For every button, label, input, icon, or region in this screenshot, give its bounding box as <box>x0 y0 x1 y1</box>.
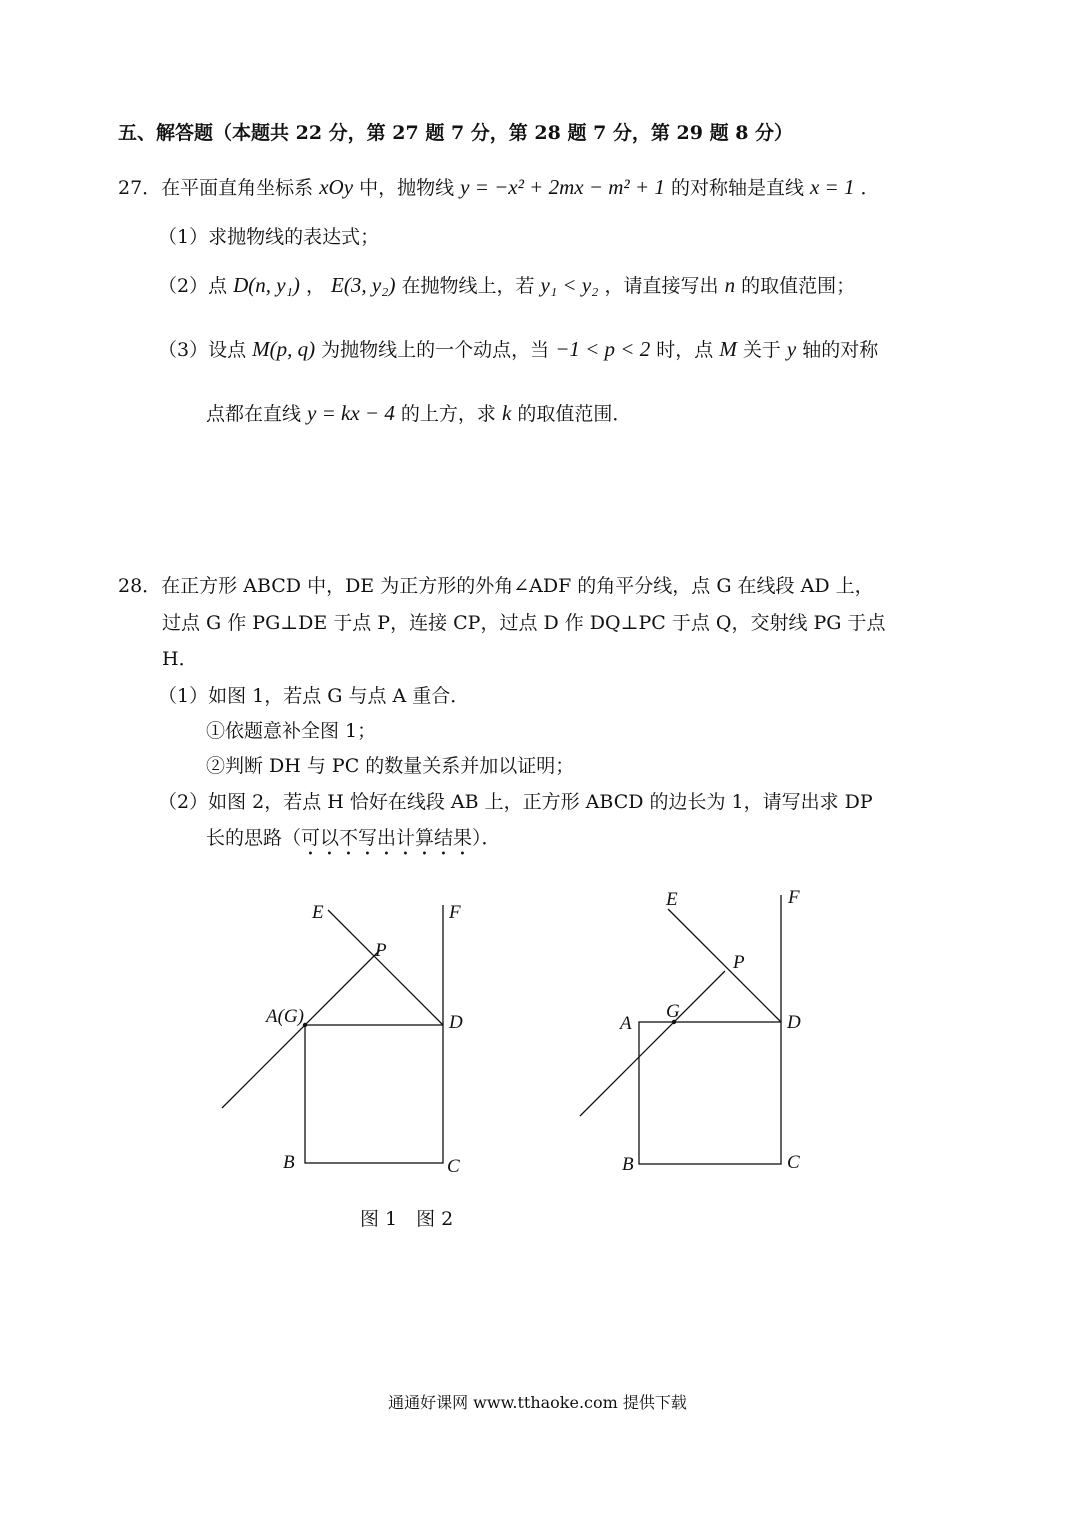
fig2-label-e: E <box>666 889 678 910</box>
q27-stem <box>118 174 880 201</box>
fig1-label-b: B <box>283 1152 295 1173</box>
q27-axis-equation: x = 1 <box>809 175 855 199</box>
fig1-label-c: C <box>447 1156 460 1177</box>
q28-part2-line2-b: ）． <box>472 827 501 849</box>
fig2-label-d: D <box>787 1012 801 1033</box>
fig1-label-p: P <box>375 940 387 961</box>
q27-part3-d: 关于 <box>742 339 787 361</box>
q27-stem-mid: 中，抛物线 <box>359 177 461 199</box>
q27-point-m-ref: M <box>719 337 737 361</box>
q27-inequality: y₁ < y₂ <box>540 273 599 297</box>
q27-stem-suffix: 的对称轴是直线 <box>670 177 810 199</box>
q27-stem-prefix: 27．在平面直角坐标系 <box>118 177 314 199</box>
section-title: 五、解答题（本题共 22 分，第 27 题 7 分，第 28 题 7 分，第 29 题 8 分） <box>118 122 794 144</box>
q27-point-e: E(3, y₂) <box>331 273 396 297</box>
q28-part1-sub2: ②判断 DH 与 PC 的数量关系并加以证明； <box>206 755 575 777</box>
fig2-line-pg <box>580 971 725 1116</box>
q28-part1: （1）如图 1，若点 G 与点 A 重合． <box>158 685 470 707</box>
q28-part1-sub1: ①依题意补全图 1； <box>206 720 377 742</box>
fig2-label-p: P <box>733 952 745 973</box>
q27-part3-line2-b: 的上方，求 <box>400 403 502 425</box>
q27-part3 <box>158 336 878 363</box>
q27-y-axis: y <box>786 337 797 361</box>
fig1-label-f: F <box>449 902 461 923</box>
fig1-label-e: E <box>312 902 324 923</box>
fig1-line-de <box>328 910 443 1025</box>
q27-part3-e: 轴的对称 <box>802 339 879 361</box>
q27-var-n: n <box>724 273 736 297</box>
fig2-line-de <box>668 909 781 1022</box>
q27-part2-d: ，请直接写出 <box>604 275 725 297</box>
figure-captions: 图 1 图 2 <box>360 1208 454 1230</box>
fig2-label-a: A <box>620 1013 632 1034</box>
fig1-square <box>305 1025 443 1163</box>
q28-part2-line1: （2）如图 2，若点 H 恰好在线段 AB 上，正方形 ABCD 的边长为 1，请写出求 DP <box>158 791 873 813</box>
q27-stem-end: ． <box>860 177 880 199</box>
q27-part2-a: （2）点 <box>158 275 234 297</box>
q27-point-m: M(p, q) <box>252 337 316 361</box>
q27-part3-c: 时，点 <box>656 339 720 361</box>
q27-var-k: k <box>501 401 512 425</box>
q28-line3: H． <box>162 648 198 670</box>
fig2-label-f: F <box>788 887 800 908</box>
q27-range: −1 < p < 2 <box>555 337 651 361</box>
fig2-label-g: G <box>666 1001 680 1022</box>
fig1-line-pg <box>222 950 380 1108</box>
q28-part2-line2 <box>206 825 501 860</box>
q27-part2-b: ， <box>305 275 332 297</box>
fig2-square <box>639 1022 781 1164</box>
figure-1 <box>210 890 480 1194</box>
q27-part3-line2-a: 点都在直线 <box>206 403 308 425</box>
q27-parabola-formula: y = −x² + 2mx − m² + 1 <box>460 175 665 199</box>
q27-part2 <box>158 272 855 299</box>
q27-part3-line2-c: 的取值范围． <box>517 403 632 425</box>
q27-part1: （1）求抛物线的表达式； <box>158 226 380 248</box>
q27-line-equation: y = kx − 4 <box>307 401 395 425</box>
fig2-label-c: C <box>787 1152 800 1173</box>
fig2-label-b: B <box>622 1154 634 1175</box>
q27-part3-a: （3）设点 <box>158 339 253 361</box>
footer-credit: 通通好课网 www.tthaoke.com 提供下载 <box>388 1393 687 1412</box>
q28-line2: 过点 G 作 PG⊥DE 于点 P，连接 CP，过点 D 作 DQ⊥PC 于点 Q，交射线 PG 于点 <box>162 612 886 634</box>
q27-part3-line2 <box>206 400 631 427</box>
fig1-label-d: D <box>449 1012 463 1033</box>
q27-coord-system: xOy <box>319 175 354 199</box>
q27-part2-c: 在抛物线上，若 <box>401 275 541 297</box>
q28-part2-line2-a: 长的思路（ <box>206 827 302 849</box>
fig1-label-ag: A(G) <box>266 1006 304 1027</box>
q28-emphasized-text: 可以不写出计算结果 <box>301 827 473 849</box>
q27-part3-b: 为抛物线上的一个动点，当 <box>321 339 556 361</box>
q28-line1: 28．在正方形 ABCD 中，DE 为正方形的外角∠ADF 的角平分线，点 G 在线段 AD 上， <box>118 575 874 597</box>
q27-point-d: D(n, y₁) <box>233 273 300 297</box>
q27-part2-end: 的取值范围； <box>741 275 856 297</box>
figure-2 <box>570 880 830 1194</box>
